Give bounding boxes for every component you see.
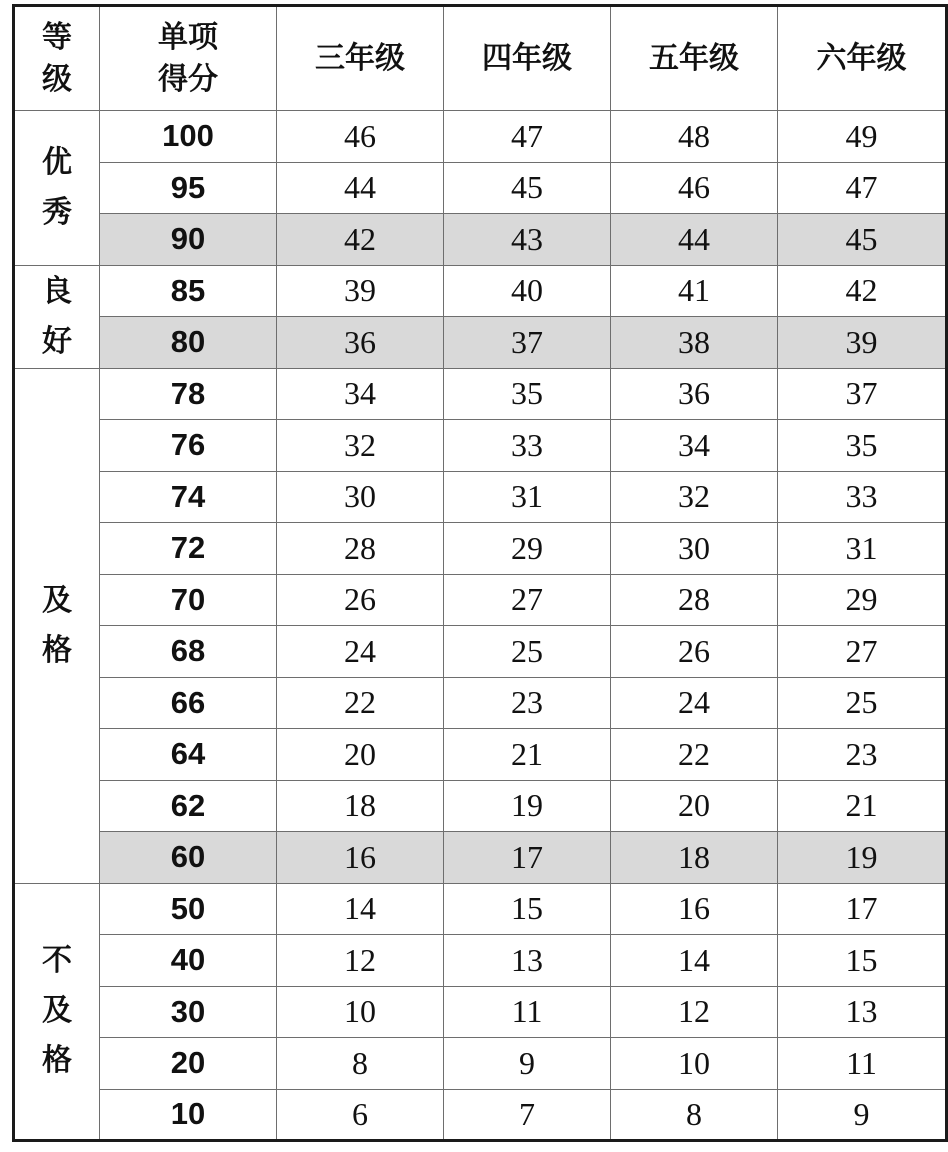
count-cell: 28 [611, 574, 778, 626]
score-cell: 80 [100, 317, 277, 369]
level-char: 格 [42, 632, 72, 668]
count-cell: 8 [277, 1038, 444, 1090]
score-cell: 70 [100, 574, 277, 626]
grade-header-3: 三年级 [277, 6, 444, 111]
count-cell: 45 [778, 214, 947, 266]
count-cell: 33 [778, 471, 947, 523]
score-cell: 50 [100, 883, 277, 935]
count-cell: 39 [277, 265, 444, 317]
table-body [14, 111, 947, 1141]
score-cell: 66 [100, 677, 277, 729]
table-row [14, 265, 947, 317]
score-cell: 68 [100, 626, 277, 678]
count-cell: 10 [277, 986, 444, 1038]
table-row [14, 883, 947, 935]
count-cell: 14 [277, 883, 444, 935]
count-cell: 14 [611, 935, 778, 987]
score-cell: 64 [100, 729, 277, 781]
table-row [14, 214, 947, 266]
count-cell: 21 [778, 780, 947, 832]
level-cell [14, 111, 100, 266]
count-cell: 29 [778, 574, 947, 626]
count-cell: 39 [778, 317, 947, 369]
count-cell: 12 [611, 986, 778, 1038]
score-cell: 85 [100, 265, 277, 317]
count-cell: 47 [444, 111, 611, 163]
count-cell: 6 [277, 1089, 444, 1141]
count-cell: 28 [277, 523, 444, 575]
level-char: 秀 [42, 194, 72, 230]
count-cell: 46 [277, 111, 444, 163]
count-cell: 44 [277, 162, 444, 214]
score-cell: 72 [100, 523, 277, 575]
level-char: 良 [42, 273, 72, 309]
count-cell: 34 [277, 368, 444, 420]
count-cell: 32 [611, 471, 778, 523]
level-header-char: 等 [42, 19, 72, 55]
table-row [14, 162, 947, 214]
count-cell: 24 [611, 677, 778, 729]
table-row [14, 832, 947, 884]
count-cell: 9 [444, 1038, 611, 1090]
count-cell: 36 [277, 317, 444, 369]
count-cell: 31 [444, 471, 611, 523]
count-cell: 29 [444, 523, 611, 575]
count-cell: 43 [444, 214, 611, 266]
count-cell: 47 [778, 162, 947, 214]
grade-header-5: 五年级 [611, 6, 778, 111]
score-cell: 95 [100, 162, 277, 214]
count-cell: 22 [277, 677, 444, 729]
count-cell: 45 [444, 162, 611, 214]
table-row [14, 1089, 947, 1141]
count-cell: 7 [444, 1089, 611, 1141]
score-table [12, 4, 948, 1142]
score-cell: 20 [100, 1038, 277, 1090]
count-cell: 41 [611, 265, 778, 317]
table-row [14, 368, 947, 420]
count-cell: 16 [611, 883, 778, 935]
score-cell: 40 [100, 935, 277, 987]
count-cell: 37 [778, 368, 947, 420]
count-cell: 49 [778, 111, 947, 163]
level-char: 及 [42, 993, 72, 1029]
count-cell: 38 [611, 317, 778, 369]
count-cell: 22 [611, 729, 778, 781]
count-cell: 30 [277, 471, 444, 523]
score-cell: 90 [100, 214, 277, 266]
count-cell: 18 [611, 832, 778, 884]
score-header-line: 单项 [158, 19, 218, 55]
count-cell: 42 [277, 214, 444, 266]
count-cell: 46 [611, 162, 778, 214]
count-cell: 26 [611, 626, 778, 678]
count-cell: 40 [444, 265, 611, 317]
grade-header-6: 六年级 [778, 6, 947, 111]
count-cell: 32 [277, 420, 444, 472]
count-cell: 36 [611, 368, 778, 420]
level-char: 优 [42, 144, 72, 180]
level-cell [14, 883, 100, 1141]
count-cell: 17 [444, 832, 611, 884]
count-cell: 15 [778, 935, 947, 987]
count-cell: 24 [277, 626, 444, 678]
table-row [14, 677, 947, 729]
count-cell: 19 [444, 780, 611, 832]
count-cell: 37 [444, 317, 611, 369]
count-cell: 48 [611, 111, 778, 163]
table-row [14, 935, 947, 987]
count-cell: 20 [611, 780, 778, 832]
count-cell: 18 [277, 780, 444, 832]
table-row [14, 780, 947, 832]
count-cell: 8 [611, 1089, 778, 1141]
score-cell: 76 [100, 420, 277, 472]
level-char: 好 [42, 323, 72, 359]
table-row [14, 420, 947, 472]
level-char: 及 [42, 582, 72, 618]
count-cell: 10 [611, 1038, 778, 1090]
score-cell: 30 [100, 986, 277, 1038]
header-row [14, 6, 947, 111]
table-row [14, 471, 947, 523]
table-row [14, 111, 947, 163]
count-cell: 25 [778, 677, 947, 729]
score-cell: 10 [100, 1089, 277, 1141]
table-row [14, 986, 947, 1038]
count-cell: 27 [778, 626, 947, 678]
count-cell: 30 [611, 523, 778, 575]
score-header-line: 得分 [158, 61, 218, 97]
table-row [14, 626, 947, 678]
count-cell: 12 [277, 935, 444, 987]
score-cell: 100 [100, 111, 277, 163]
count-cell: 31 [778, 523, 947, 575]
level-char: 格 [42, 1043, 72, 1079]
count-cell: 26 [277, 574, 444, 626]
count-cell: 33 [444, 420, 611, 472]
level-cell [14, 265, 100, 368]
count-cell: 21 [444, 729, 611, 781]
count-cell: 13 [778, 986, 947, 1038]
table-row [14, 729, 947, 781]
count-cell: 25 [444, 626, 611, 678]
score-cell: 60 [100, 832, 277, 884]
table-row [14, 317, 947, 369]
count-cell: 35 [444, 368, 611, 420]
score-cell: 78 [100, 368, 277, 420]
table-row [14, 1038, 947, 1090]
count-cell: 20 [277, 729, 444, 781]
count-cell: 9 [778, 1089, 947, 1141]
score-header [100, 6, 277, 111]
level-cell [14, 368, 100, 883]
count-cell: 11 [444, 986, 611, 1038]
count-cell: 16 [277, 832, 444, 884]
count-cell: 13 [444, 935, 611, 987]
count-cell: 11 [778, 1038, 947, 1090]
level-header [14, 6, 100, 111]
table-row [14, 574, 947, 626]
level-header-char: 级 [42, 61, 72, 97]
table-row [14, 523, 947, 575]
score-cell: 74 [100, 471, 277, 523]
count-cell: 15 [444, 883, 611, 935]
score-cell: 62 [100, 780, 277, 832]
count-cell: 44 [611, 214, 778, 266]
count-cell: 27 [444, 574, 611, 626]
count-cell: 23 [444, 677, 611, 729]
grade-header-4: 四年级 [444, 6, 611, 111]
count-cell: 19 [778, 832, 947, 884]
count-cell: 17 [778, 883, 947, 935]
count-cell: 42 [778, 265, 947, 317]
count-cell: 34 [611, 420, 778, 472]
count-cell: 35 [778, 420, 947, 472]
count-cell: 23 [778, 729, 947, 781]
level-char: 不 [42, 943, 72, 979]
